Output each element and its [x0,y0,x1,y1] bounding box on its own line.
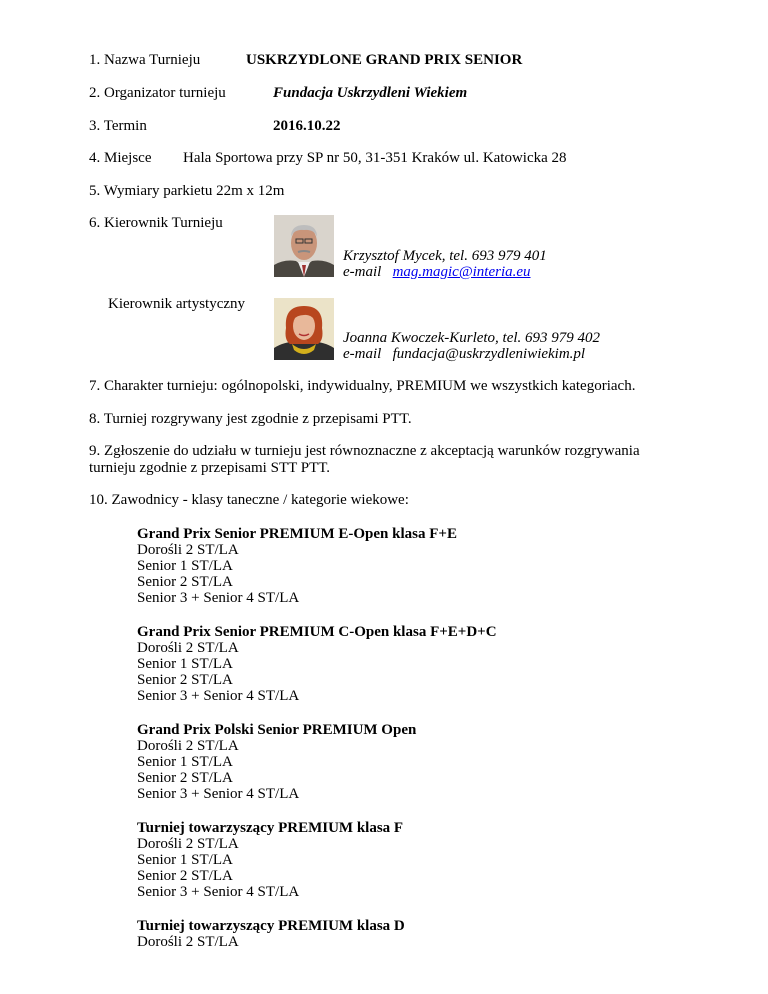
item-7-character: 7. Charakter turnieju: ogólnopolski, indywidualny, PREMIUM we wszystkich kategoriach. [89,378,636,394]
artistic-director-heading: Kierownik artystyczny [108,296,246,312]
category-line: Senior 1 ST/LA [137,754,233,770]
category-title: Grand Prix Senior PREMIUM C-Open klasa F+E+D+C [137,624,497,640]
venue: Hala Sportowa przy SP nr 50, 31-351 Kraków ul. Katowicka 28 [183,150,567,166]
item-9-line-2: turnieju zgodnie z przepisami STT PTT. [89,460,331,476]
category-line: Senior 3 + Senior 4 ST/LA [137,688,300,704]
category-line: Senior 2 ST/LA [137,574,233,590]
category-line: Dorośli 2 ST/LA [137,738,239,754]
item-6-label: 6. Kierownik Turnieju [89,215,223,231]
artistic-director-email-row [343,346,585,363]
item-4-label: 4. Miejsce [89,150,152,166]
category-line: Senior 2 ST/LA [137,868,233,884]
category-title: Grand Prix Polski Senior PREMIUM Open [137,722,417,738]
category-line: Dorośli 2 ST/LA [137,542,239,558]
artistic-director-email-label: e-mail [343,346,382,362]
item-5-floor-size: 5. Wymiary parkietu 22m x 12m [89,183,285,199]
organizer-name: Fundacja Uskrzydleni Wiekiem [273,85,468,101]
category-line: Senior 1 ST/LA [137,558,233,574]
category-line: Senior 2 ST/LA [137,770,233,786]
tournament-date: 2016.10.22 [273,118,341,134]
director-name-phone: Krzysztof Mycek, tel. 693 979 401 [343,248,547,264]
category-title: Grand Prix Senior PREMIUM E-Open klasa F+E [137,526,457,542]
category-block [137,918,405,950]
director-email-row [343,264,531,281]
category-line: Senior 1 ST/LA [137,656,233,672]
artistic-director-name-phone: Joanna Kwoczek-Kurleto, tel. 693 979 402 [343,330,601,346]
item-10-heading: 10. Zawodnicy - klasy taneczne / kategorie wiekowe: [89,492,409,508]
category-block [137,624,497,704]
category-title: Turniej towarzyszący PREMIUM klasa D [137,918,405,934]
director-photo [274,215,334,277]
category-line: Dorośli 2 ST/LA [137,934,239,950]
category-block [137,526,457,606]
item-1-label: 1. Nazwa Turnieju [89,52,201,68]
artistic-director-email: fundacja@uskrzydleniwiekim.pl [392,346,586,362]
director-email-link[interactable]: mag.magic@interia.eu [392,264,531,280]
category-line: Dorośli 2 ST/LA [137,836,239,852]
artistic-director-photo [274,298,334,360]
category-line: Senior 3 + Senior 4 ST/LA [137,590,300,606]
item-2-label: 2. Organizator turnieju [89,85,226,101]
category-line: Senior 3 + Senior 4 ST/LA [137,786,300,802]
tournament-name: USKRZYDLONE GRAND PRIX SENIOR [246,52,523,68]
category-block [137,820,403,900]
item-9-line-1: 9. Zgłoszenie do udziału w turnieju jest równoznaczne z akceptacją warunków rozgrywania [89,443,640,459]
category-block [137,722,416,802]
category-line: Dorośli 2 ST/LA [137,640,239,656]
item-3-label: 3. Termin [89,118,147,134]
item-8-rules: 8. Turniej rozgrywany jest zgodnie z przepisami PTT. [89,411,412,427]
director-email-label: e-mail [343,264,382,280]
category-line: Senior 2 ST/LA [137,672,233,688]
category-title: Turniej towarzyszący PREMIUM klasa F [137,820,404,836]
category-line: Senior 1 ST/LA [137,852,233,868]
category-line: Senior 3 + Senior 4 ST/LA [137,884,300,900]
